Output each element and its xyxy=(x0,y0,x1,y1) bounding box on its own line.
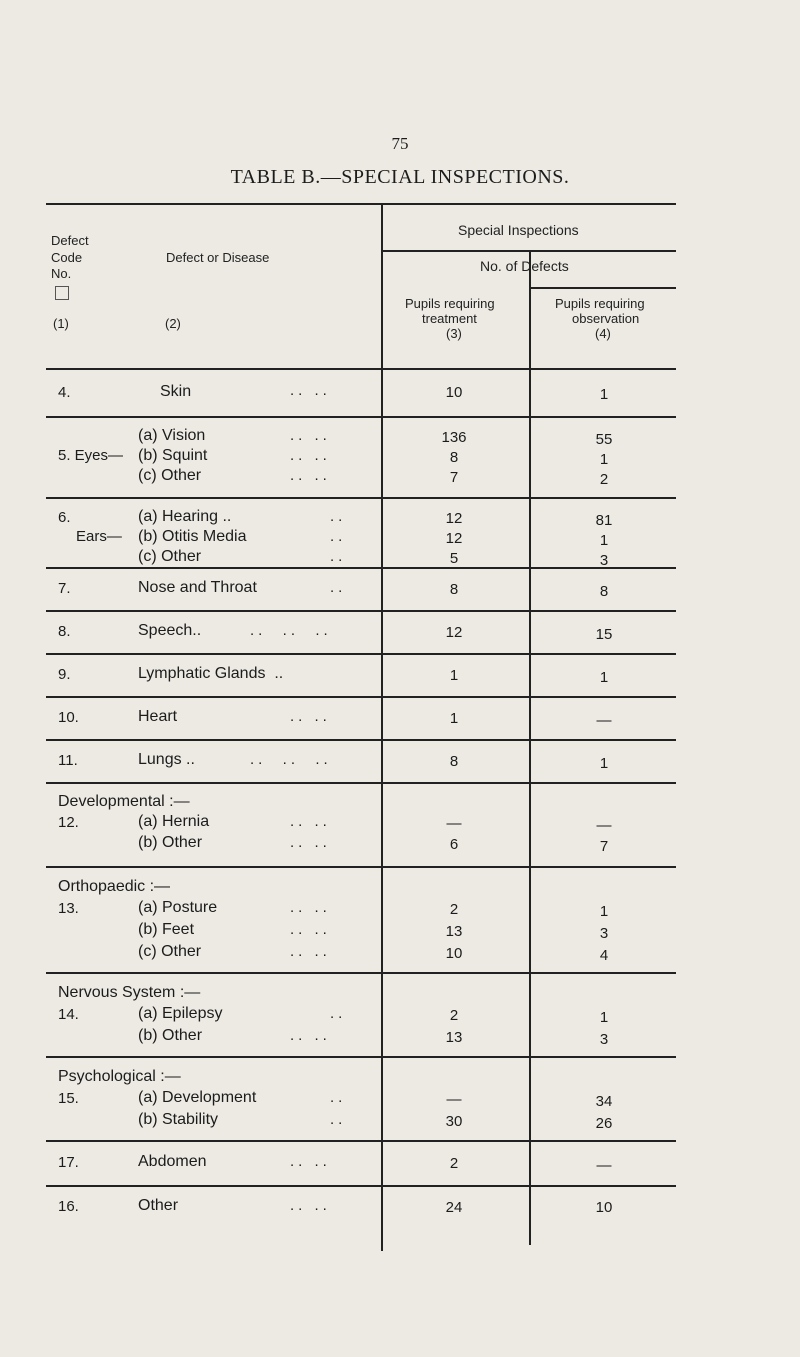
t-eyes-c: 7 xyxy=(449,469,459,486)
o-abdomen: — xyxy=(596,1157,612,1174)
label-speech: Speech.. xyxy=(138,622,202,639)
rule-defects xyxy=(530,287,676,289)
header-observation-line2: observation xyxy=(572,311,640,326)
code-7: 7. xyxy=(58,580,71,597)
t-speech: 12 xyxy=(445,624,463,641)
rule-13 xyxy=(46,972,676,974)
code-16: 16. xyxy=(58,1198,79,1215)
leader-dots: .. .. xyxy=(290,921,331,938)
rule-top xyxy=(46,203,676,205)
rule-col-left xyxy=(381,203,383,1251)
code-12: 12. xyxy=(58,814,79,831)
t-skin: 10 xyxy=(445,384,463,401)
o-skin: 1 xyxy=(599,386,609,403)
o-dev-b: 7 xyxy=(599,838,609,855)
o-ortho-b: 3 xyxy=(599,925,609,942)
label-ortho-a: (a) Posture xyxy=(138,899,218,916)
o-psych-a: 34 xyxy=(595,1093,613,1110)
label-ears-c: (c) Other xyxy=(138,548,202,565)
label-heart: Heart xyxy=(138,708,178,725)
leader-dots: .. .. xyxy=(290,467,331,484)
leader-dots: .. .. xyxy=(290,382,331,399)
t-lungs: 8 xyxy=(449,753,459,770)
rule-10 xyxy=(46,739,676,741)
code-5: 5. Eyes— xyxy=(58,447,124,464)
header-code-line3: No. xyxy=(51,266,72,281)
leader-dots: .. .. xyxy=(290,899,331,916)
label-abdomen: Abdomen xyxy=(138,1153,207,1170)
code-10: 10. xyxy=(58,709,79,726)
leader-dots: .. xyxy=(330,579,347,596)
header-treatment-line2: treatment xyxy=(422,311,477,326)
heading-psychological: Psychological :— xyxy=(58,1068,181,1085)
label-lymphatic: Lymphatic Glands .. xyxy=(138,665,284,682)
rule-9 xyxy=(46,696,676,698)
label-dev-b: (b) Other xyxy=(138,834,203,851)
code-13: 13. xyxy=(58,900,79,917)
rule-8 xyxy=(46,653,676,655)
rule-15 xyxy=(46,1140,676,1142)
t-eyes-b: 8 xyxy=(449,449,459,466)
t-nose-throat: 8 xyxy=(449,581,459,598)
label-ortho-c: (c) Other xyxy=(138,943,202,960)
label-nerv-b: (b) Other xyxy=(138,1027,203,1044)
leader-dots: .. xyxy=(330,508,347,525)
o-lymphatic: 1 xyxy=(599,669,609,686)
label-lungs: Lungs .. xyxy=(138,751,195,768)
o-ears-c: 3 xyxy=(599,552,609,569)
label-nose-throat: Nose and Throat xyxy=(138,579,257,596)
leader-dots: .. .. xyxy=(290,834,331,851)
t-nerv-a: 2 xyxy=(449,1007,459,1024)
header-disease-num: (2) xyxy=(165,316,181,331)
o-eyes-a: 55 xyxy=(595,431,613,448)
leader-dots: .. xyxy=(330,1089,347,1106)
header-code-line2: Code xyxy=(51,250,83,265)
header-code-num: (1) xyxy=(53,316,69,331)
header-no-of-defects: No. of Defects xyxy=(480,258,569,274)
rule-5 xyxy=(46,497,676,499)
leader-dots: .. .. xyxy=(290,447,331,464)
code-6: 6. xyxy=(58,509,71,526)
o-eyes-c: 2 xyxy=(599,471,609,488)
o-heart: — xyxy=(596,712,612,729)
label-ears-a: (a) Hearing .. xyxy=(138,508,232,525)
heading-orthopaedic: Orthopaedic :— xyxy=(58,878,171,895)
code-9: 9. xyxy=(58,666,71,683)
label-psych-b: (b) Stability xyxy=(138,1111,219,1128)
leader-dots: .. xyxy=(330,1005,347,1022)
o-nerv-b: 3 xyxy=(599,1031,609,1048)
t-psych-b: 30 xyxy=(445,1113,463,1130)
leader-dots: .. .. xyxy=(290,1027,331,1044)
t-abdomen: 2 xyxy=(449,1155,459,1172)
o-nerv-a: 1 xyxy=(599,1009,609,1026)
code-8: 8. xyxy=(58,623,71,640)
header-code-mark xyxy=(55,286,69,300)
heading-nervous: Nervous System :— xyxy=(58,984,201,1001)
t-ortho-c: 10 xyxy=(445,945,463,962)
t-other: 24 xyxy=(445,1199,463,1216)
label-other: Other xyxy=(138,1197,179,1214)
rule-14 xyxy=(46,1056,676,1058)
rule-col-mid xyxy=(529,250,531,1245)
t-psych-a: — xyxy=(446,1091,462,1108)
o-ortho-a: 1 xyxy=(599,903,609,920)
table-title: TABLE B.—SPECIAL INSPECTIONS. xyxy=(230,166,570,188)
leader-dots: .. .. .. xyxy=(250,751,332,768)
rule-header-bottom xyxy=(46,368,676,370)
rule-7 xyxy=(46,610,676,612)
code-17: 17. xyxy=(58,1154,79,1171)
header-observation-line1: Pupils requiring xyxy=(555,296,645,311)
leader-dots: .. xyxy=(330,1111,347,1128)
leader-dots: .. .. xyxy=(290,427,331,444)
code-14: 14. xyxy=(58,1006,79,1023)
o-lungs: 1 xyxy=(599,755,609,772)
label-ortho-b: (b) Feet xyxy=(138,921,195,938)
header-code-line1: Defect xyxy=(51,233,89,248)
o-other: 10 xyxy=(595,1199,613,1216)
o-speech: 15 xyxy=(595,626,613,643)
page-number: 75 xyxy=(391,134,409,153)
header-treatment-num: (3) xyxy=(446,326,462,341)
leader-dots: .. xyxy=(330,528,347,545)
rule-4 xyxy=(46,416,676,418)
leader-dots: .. .. xyxy=(290,943,331,960)
code-15: 15. xyxy=(58,1090,79,1107)
t-nerv-b: 13 xyxy=(445,1029,463,1046)
header-disease-label: Defect or Disease xyxy=(166,250,270,265)
label-dev-a: (a) Hernia xyxy=(138,813,210,830)
leader-dots: .. .. xyxy=(290,1197,331,1214)
label-psych-a: (a) Development xyxy=(138,1089,257,1106)
t-ears-c: 5 xyxy=(449,550,459,567)
t-dev-b: 6 xyxy=(449,836,459,853)
o-dev-a: — xyxy=(596,817,612,834)
label-skin: Skin xyxy=(160,383,192,400)
t-ears-b: 12 xyxy=(445,530,463,547)
label-eyes-c: (c) Other xyxy=(138,467,202,484)
o-ortho-c: 4 xyxy=(599,947,609,964)
t-ortho-b: 13 xyxy=(445,923,463,940)
header-treatment-line1: Pupils requiring xyxy=(405,296,495,311)
o-nose-throat: 8 xyxy=(599,583,609,600)
t-lymphatic: 1 xyxy=(449,667,459,684)
rule-17 xyxy=(46,1185,676,1187)
code-6-ears: Ears— xyxy=(76,528,122,545)
label-ears-b: (b) Otitis Media xyxy=(138,528,247,545)
o-ears-b: 1 xyxy=(599,532,609,549)
o-eyes-b: 1 xyxy=(599,451,609,468)
leader-dots: .. .. xyxy=(290,708,331,725)
t-ears-a: 12 xyxy=(445,510,463,527)
header-special-inspections: Special Inspections xyxy=(458,222,579,238)
rule-12 xyxy=(46,866,676,868)
t-ortho-a: 2 xyxy=(449,901,459,918)
leader-dots: .. .. .. xyxy=(250,622,332,639)
code-11: 11. xyxy=(58,752,78,769)
label-eyes-a: (a) Vision xyxy=(138,427,206,444)
label-eyes-b: (b) Squint xyxy=(138,447,208,464)
header-observation-num: (4) xyxy=(595,326,611,341)
o-psych-b: 26 xyxy=(595,1115,613,1132)
leader-dots: .. .. xyxy=(290,813,331,830)
o-ears-a: 81 xyxy=(595,512,613,529)
rule-11 xyxy=(46,782,676,784)
t-heart: 1 xyxy=(449,710,459,727)
code-4: 4. xyxy=(58,384,71,401)
t-eyes-a: 136 xyxy=(441,429,467,446)
heading-developmental: Developmental :— xyxy=(58,793,190,810)
leader-dots: .. .. xyxy=(290,1153,331,1170)
leader-dots: .. xyxy=(330,548,347,565)
label-nerv-a: (a) Epilepsy xyxy=(138,1005,223,1022)
t-dev-a: — xyxy=(446,815,462,832)
